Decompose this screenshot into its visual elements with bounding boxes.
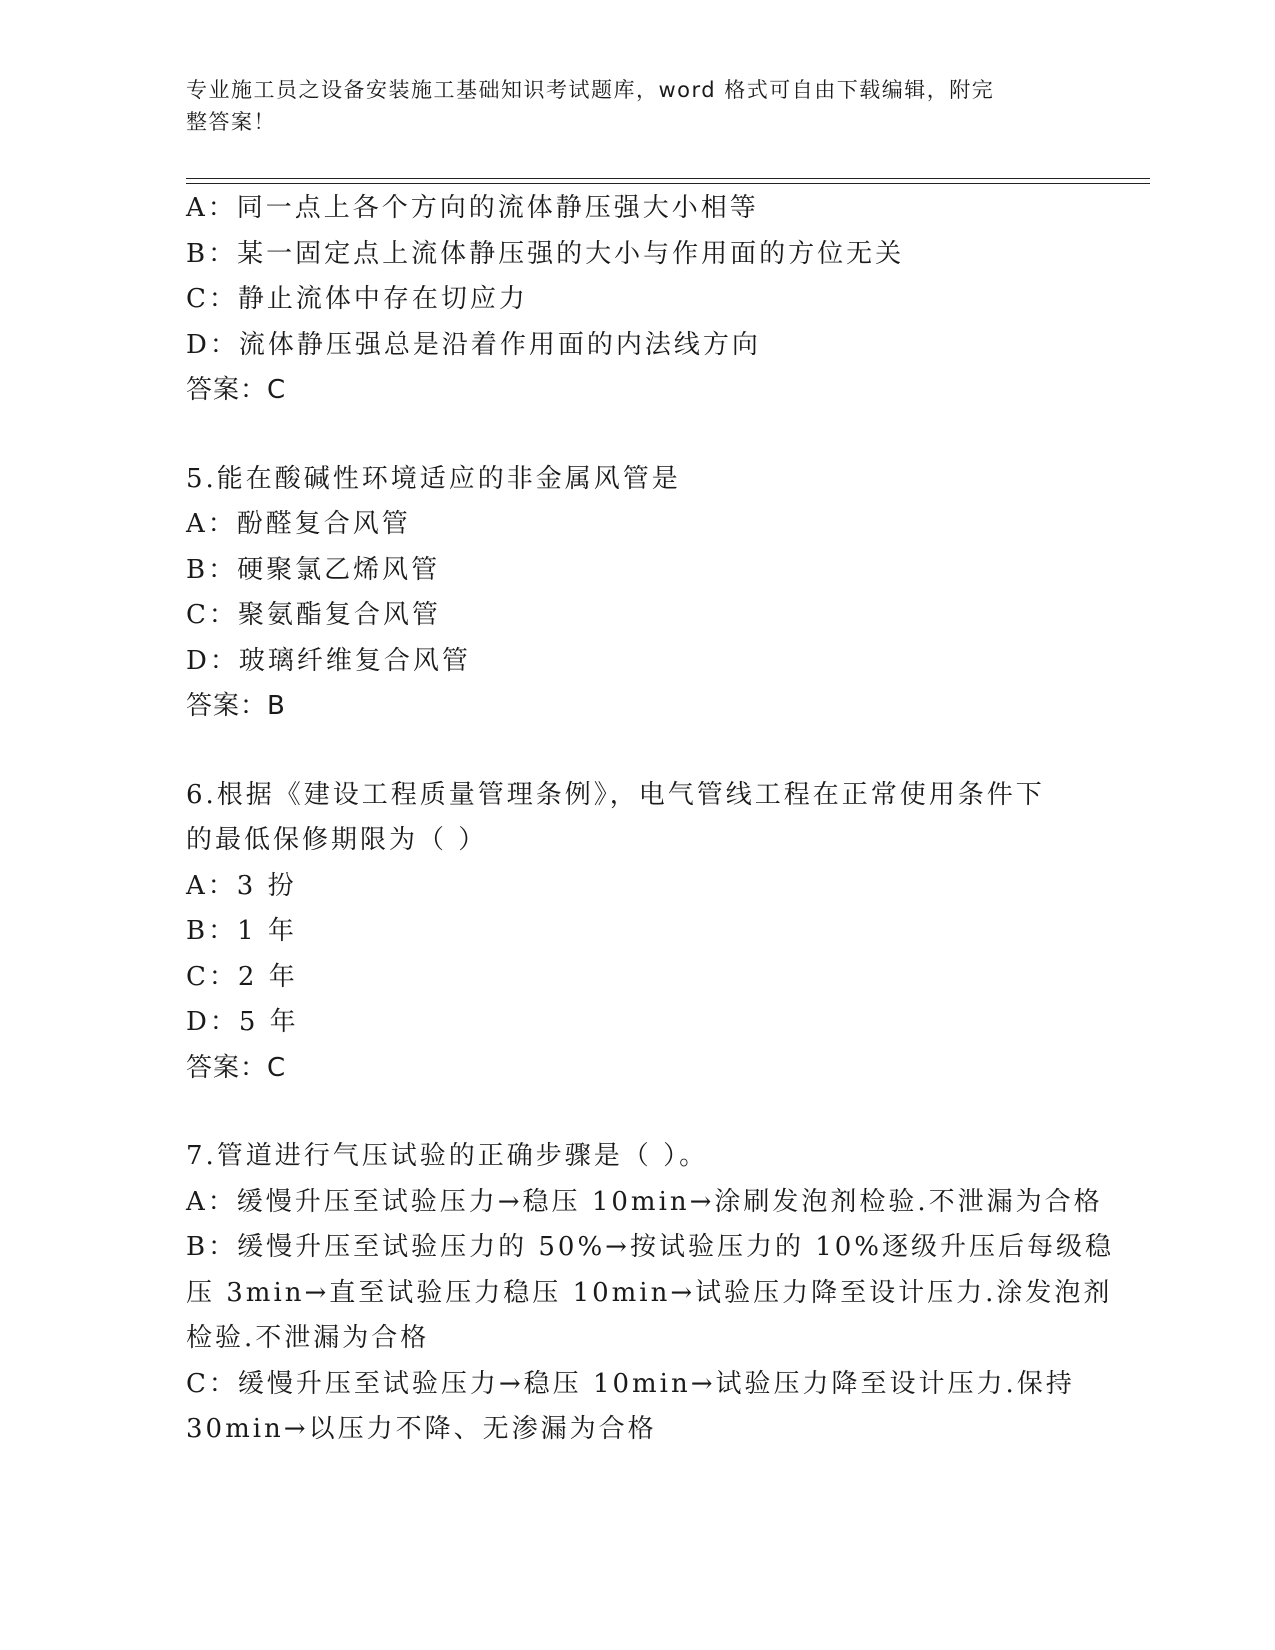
spacer <box>186 730 1186 773</box>
option-a: A：缓慢升压至试验压力→稳压 10min→涂刷发泡剂检验.不泄漏为合格 <box>186 1186 1103 1217</box>
header-line-2: 整答案！ <box>186 110 276 134</box>
option-c-line-1: C：缓慢升压至试验压力→稳压 10min→试验压力降至设计压力.保持 <box>186 1368 1075 1399</box>
option-c-line-2: 30min→以压力不降、无渗漏为合格 <box>186 1414 657 1444</box>
option-a: A：3 扮 <box>186 870 297 901</box>
option-c: C：聚氨酯复合风管 <box>186 600 441 630</box>
question-text: 7.管道进行气压试验的正确步骤是（ ）。 <box>186 1141 709 1171</box>
option-a: A：酚醛复合风管 <box>186 509 411 539</box>
option-d: D：流体静压强总是沿着作用面的内法线方向 <box>186 329 761 360</box>
option-a: A：同一点上各个方向的流体静压强大小相等 <box>186 193 759 223</box>
option-c: C：静止流体中存在切应力 <box>186 284 528 314</box>
header-line-1: 专业施工员之设备安装施工基础知识考试题库，word 格式可自由下载编辑，附完 <box>186 78 995 102</box>
question-text-line-1: 6.根据《建设工程质量管理条例》，电气管线工程在正常使用条件下 <box>186 779 1045 810</box>
option-b-line-3: 检验.不泄漏为合格 <box>186 1323 430 1353</box>
answer-line: 答案：B <box>186 691 286 721</box>
header-divider-bottom <box>186 183 1150 184</box>
question-5-block <box>186 457 1186 730</box>
answer-line: 答案：C <box>186 375 287 405</box>
spacer <box>186 414 1186 457</box>
option-d: D：5 年 <box>186 1007 299 1037</box>
document-header <box>186 74 1066 138</box>
question-text-line-2: 的最低保修期限为（ ） <box>186 825 488 855</box>
spacer <box>186 1091 1186 1134</box>
option-b-line-2: 压 3min→直至试验压力稳压 10min→试验压力降至设计压力.涂发泡剂 <box>186 1277 1113 1308</box>
question-4-block <box>186 186 1186 414</box>
question-7-block <box>186 1134 1186 1453</box>
question-content <box>186 186 1186 1453</box>
question-6-block <box>186 773 1186 1092</box>
option-b: B：某一固定点上流体静压强的大小与作用面的方位无关 <box>186 238 905 269</box>
header-divider-top <box>186 178 1150 179</box>
option-b-line-1: B：缓慢升压至试验压力的 50%→按试验压力的 10%逐级升压后每级稳 <box>186 1232 1114 1262</box>
option-c: C：2 年 <box>186 961 298 992</box>
option-d: D：玻璃纤维复合风管 <box>186 645 471 676</box>
answer-line: 答案：C <box>186 1052 287 1083</box>
option-b: B：1 年 <box>186 916 297 946</box>
option-b: B：硬聚氯乙烯风管 <box>186 554 441 585</box>
question-text: 5.能在酸碱性环境适应的非金属风管是 <box>186 463 681 494</box>
